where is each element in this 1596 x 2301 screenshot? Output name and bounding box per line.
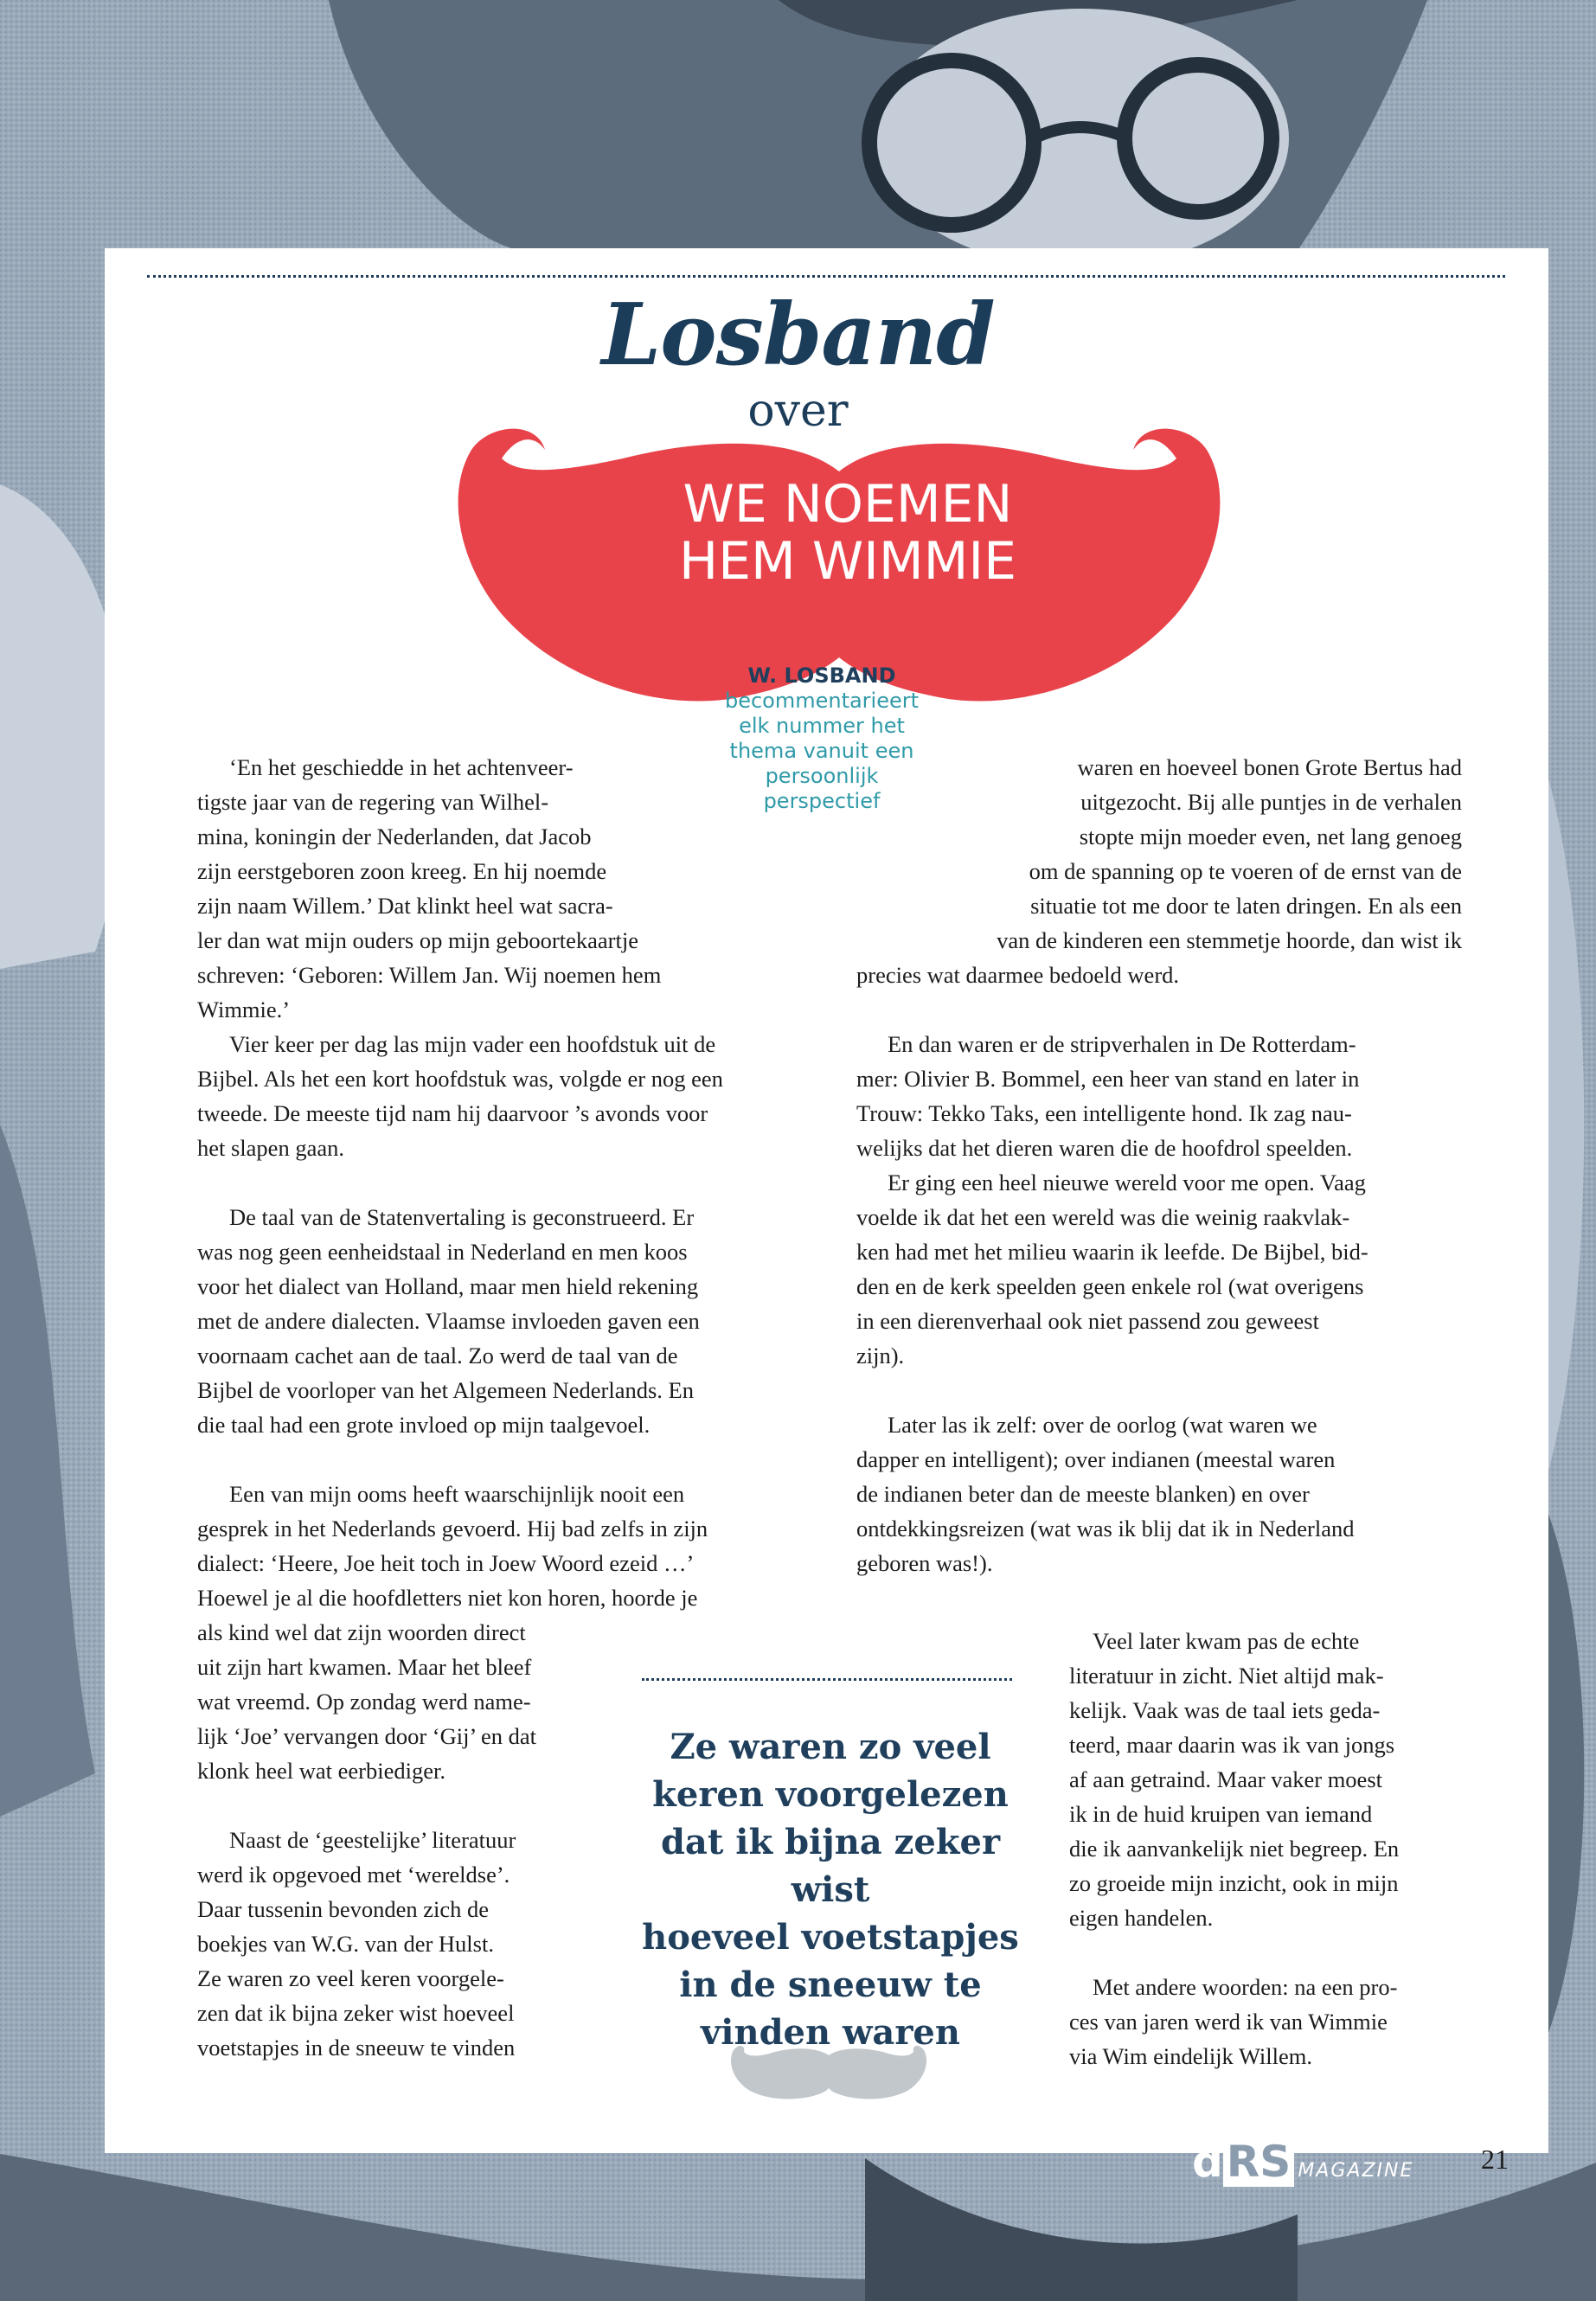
text-line: precies wat daarmee bedoeld werd. bbox=[856, 962, 1180, 988]
text-line: om de spanning op te voeren of de ernst van de bbox=[1029, 858, 1462, 884]
text-line: tigste jaar van de regering van Wilhel- bbox=[197, 789, 549, 815]
author-bio-line: elk nummer het bbox=[739, 714, 905, 738]
logo-d: d bbox=[1192, 2137, 1223, 2187]
text-line: die taal had een grote invloed op mijn taalgevoel. bbox=[197, 1412, 651, 1438]
pull-quote bbox=[623, 1723, 1038, 2056]
subtitle-line-2: HEM WIMMIE bbox=[678, 531, 1017, 592]
author-bio-line: becommentarieert bbox=[724, 689, 920, 713]
text-line: Ze waren zo veel keren voorgele- bbox=[197, 1965, 504, 1991]
text-line: Daar tussenin bevonden zich de bbox=[197, 1896, 490, 1922]
text-line: voor het dialect van Holland, maar men hield rekening bbox=[197, 1273, 699, 1299]
author-bio-line: thema vanuit een bbox=[729, 739, 914, 763]
text-line: af aan getraind. Maar vaker moest bbox=[1069, 1766, 1382, 1792]
text-line: Bijbel. Als het een kort hoofdstuk was, volgde er nog een bbox=[197, 1066, 723, 1092]
text-line: gesprek in het Nederlands gevoerd. Hij bad zelfs in zijn bbox=[197, 1516, 708, 1541]
author-box bbox=[701, 663, 943, 814]
pull-quote-line: vinden waren bbox=[701, 2012, 960, 2053]
text-line: kelijk. Vaak was de taal iets geda- bbox=[1069, 1697, 1381, 1723]
text-line: mer: Olivier B. Bommel, een heer van stand en later in bbox=[856, 1066, 1360, 1092]
small-mustache-icon bbox=[728, 2043, 929, 2104]
text-line: werd ik opgevoed met ‘wereldse’. bbox=[197, 1862, 510, 1888]
author-bio-line: persoonlijk bbox=[765, 764, 879, 788]
text-line: Later las ik zelf: over de oorlog (wat waren we bbox=[888, 1412, 1317, 1438]
text-line: zo groeide mijn inzicht, ook in mijn bbox=[1069, 1870, 1399, 1896]
text-line: De taal van de Statenvertaling is geconstrueerd. Er bbox=[229, 1204, 695, 1230]
text-line: Veel later kwam pas de echte bbox=[1093, 1628, 1360, 1654]
column-subtitle bbox=[606, 476, 1090, 590]
text-line: ontdekkingsreizen (wat was ik blij dat ik in Nederland bbox=[856, 1516, 1355, 1541]
text-line: Trouw: Tekko Taks, een intelligente hond. Ik zag nau- bbox=[856, 1100, 1352, 1126]
text-line: ler dan wat mijn ouders op mijn geboortekaartje bbox=[197, 927, 638, 953]
pull-quote-line: in de sneeuw te bbox=[679, 1965, 982, 2005]
text-line: Naast de ‘geestelijke’ literatuur bbox=[229, 1827, 516, 1853]
text-line: ken had met het milieu waarin ik leefde. De Bijbel, bid- bbox=[856, 1239, 1368, 1265]
pull-quote-line: dat ik bijna zeker wist bbox=[660, 1822, 1001, 1910]
author-bio-line: perspectief bbox=[763, 789, 881, 813]
text-line: dapper en intelligent); over indianen (meestal waren bbox=[856, 1446, 1336, 1472]
text-line: den en de kerk speelden geen enkele rol (wat overigens bbox=[856, 1273, 1364, 1299]
text-line: via Wim eindelijk Willem. bbox=[1069, 2043, 1312, 2069]
text-line: dialect: ‘Heere, Joe heit toch in Joew Woord ezeid …’ bbox=[197, 1550, 695, 1576]
text-line: Een van mijn ooms heeft waarschijnlijk nooit een bbox=[229, 1481, 685, 1507]
text-line: die ik aanvankelijk niet begreep. En bbox=[1069, 1836, 1400, 1862]
text-line: lijk ‘Joe’ vervangen door ‘Gij’ en dat bbox=[197, 1723, 536, 1749]
text-line: ‘En het geschiedde in het achtenveer- bbox=[229, 754, 574, 780]
pull-quote-line: keren voorgelezen bbox=[652, 1774, 1009, 1815]
text-line: zen dat ik bijna zeker wist hoeveel bbox=[197, 2000, 515, 2026]
logo-magazine: MAGAZINE bbox=[1298, 2160, 1414, 2182]
text-line: stopte mijn moeder even, net lang genoeg bbox=[1079, 824, 1462, 849]
text-line: als kind wel dat zijn woorden direct bbox=[197, 1619, 526, 1645]
text-line: met de andere dialecten. Vlaamse invloeden gaven een bbox=[197, 1308, 700, 1334]
text-line: Met andere woorden: na een pro- bbox=[1093, 1974, 1398, 2000]
text-line: teerd, maar daarin was ik van jongs bbox=[1069, 1732, 1395, 1758]
text-line: de indianen beter dan de meeste blanken) en over bbox=[856, 1481, 1310, 1507]
text-line: klonk heel wat eerbiediger. bbox=[197, 1758, 445, 1784]
text-line: Er ging een heel nieuwe wereld voor me open. Vaag bbox=[888, 1170, 1366, 1195]
text-line: uitgezocht. Bij alle puntjes in de verhalen bbox=[1080, 789, 1462, 815]
text-line: En dan waren er de stripverhalen in De Rotterdam- bbox=[888, 1031, 1356, 1057]
text-line: voetstapjes in de sneeuw te vinden bbox=[197, 2035, 516, 2061]
column-title: Losband bbox=[601, 285, 995, 385]
text-line: literatuur in zicht. Niet altijd mak- bbox=[1069, 1663, 1384, 1689]
text-line: voelde ik dat het een wereld was die weinig raakvlak- bbox=[856, 1204, 1350, 1230]
pull-quote-line: Ze waren zo veel bbox=[670, 1727, 991, 1767]
text-line: tweede. De meeste tijd nam hij daarvoor ’s avonds voor bbox=[197, 1100, 708, 1126]
text-line: eigen handelen. bbox=[1069, 1905, 1214, 1931]
text-line: in een dierenverhaal ook niet passend zou geweest bbox=[856, 1308, 1319, 1334]
text-line: welijks dat het dieren waren die de hoofdrol speelden. bbox=[856, 1135, 1353, 1161]
text-line: zijn eerstgeboren zoon kreeg. En hij noemde bbox=[197, 858, 607, 884]
top-dotted-rule bbox=[147, 275, 1505, 278]
text-line: geboren was!). bbox=[856, 1550, 993, 1576]
magazine-logo bbox=[1192, 2137, 1413, 2187]
text-line: was nog geen eenheidstaal in Nederland en men koos bbox=[197, 1239, 688, 1265]
text-line: zijn naam Willem.’ Dat klinkt heel wat sacra- bbox=[197, 893, 613, 919]
text-line: boekjes van W.G. van der Hulst. bbox=[197, 1931, 494, 1957]
text-line: uit zijn hart kwamen. Maar het bleef bbox=[197, 1654, 532, 1680]
text-line: ik in de huid kruipen van iemand bbox=[1069, 1801, 1373, 1827]
text-line: Hoewel je al die hoofdletters niet kon horen, hoorde je bbox=[197, 1585, 698, 1611]
text-line: zijn). bbox=[856, 1343, 905, 1368]
text-line: situatie tot me door te laten dringen. En als een bbox=[1030, 893, 1462, 919]
text-line: ces van jaren werd ik van Wimmie bbox=[1069, 2009, 1388, 2035]
page-number: 21 bbox=[1481, 2144, 1509, 2175]
pull-quote-line: hoeveel voetstapjes bbox=[642, 1917, 1019, 1958]
subtitle-line-1: WE NOEMEN bbox=[683, 474, 1013, 535]
text-line: Wimmie.’ bbox=[197, 997, 291, 1022]
quote-dotted-rule bbox=[642, 1678, 1012, 1681]
text-line: waren en hoeveel bonen Grote Bertus had bbox=[1077, 754, 1462, 780]
text-line: van de kinderen een stemmetje hoorde, dan wist ik bbox=[997, 927, 1462, 953]
title-connector: over bbox=[747, 385, 849, 437]
text-line: schreven: ‘Geboren: Willem Jan. Wij noemen hem bbox=[197, 962, 662, 988]
text-line: Bijbel de voorloper van het Algemeen Nederlands. En bbox=[197, 1377, 694, 1403]
author-name: W. LOSBAND bbox=[747, 663, 896, 688]
logo-rs: RS bbox=[1223, 2137, 1295, 2187]
text-line: wat vreemd. Op zondag werd name- bbox=[197, 1689, 531, 1715]
text-line: Vier keer per dag las mijn vader een hoofdstuk uit de bbox=[229, 1031, 716, 1057]
text-line: voornaam cachet aan de taal. Zo werd de taal van de bbox=[197, 1343, 678, 1368]
text-line: het slapen gaan. bbox=[197, 1135, 344, 1161]
text-line: mina, koningin der Nederlanden, dat Jacob bbox=[197, 824, 592, 849]
